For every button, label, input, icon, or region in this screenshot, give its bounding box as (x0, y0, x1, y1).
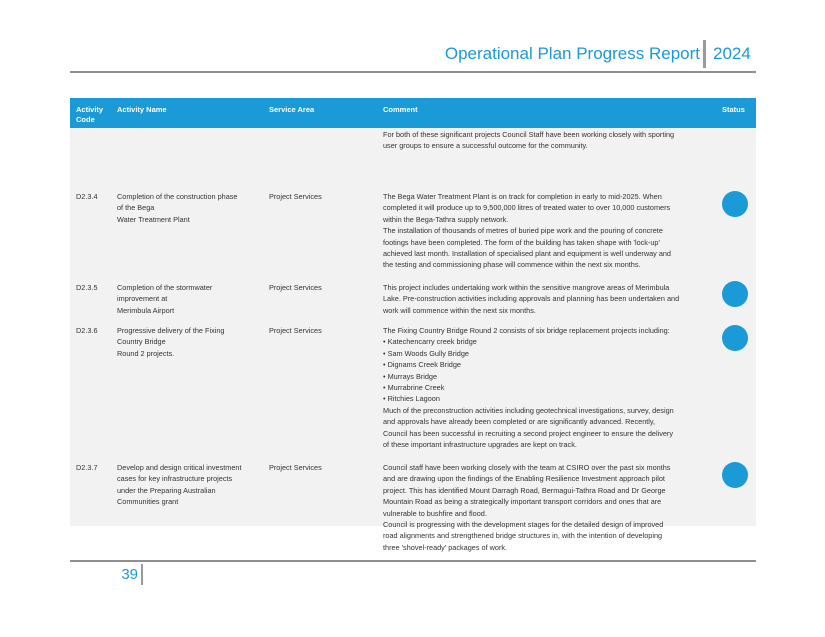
activity-name (117, 191, 262, 225)
comment-line: vulnerable to bushfire and flood. (383, 508, 487, 518)
activity-name (117, 462, 262, 508)
activity-name-line: Round 2 projects. (117, 348, 175, 358)
report-title: Operational Plan Progress Report (444, 44, 700, 63)
activity-name-line: Merimbula Airport (117, 305, 175, 315)
footer-rule (70, 560, 756, 562)
bullet-item: • Sam Woods Gully Bridge (383, 348, 469, 358)
comment-line: Mountain Road as being a strategically important transport corridors and ones that are (383, 497, 662, 507)
comment-line: road alignments and strengthened bridge structures in, with the intention of developing (383, 531, 663, 541)
activity-name (117, 325, 262, 359)
bullet-item: • Murrays Bridge (383, 371, 438, 381)
page-number: 39 (121, 566, 138, 583)
comment-line: The installation of thousands of metres of buried pipe work and the pouring of concrete (383, 226, 663, 236)
activity-name-line: of the Bega (117, 203, 155, 213)
table-header (70, 98, 756, 128)
progress-table (70, 98, 756, 552)
comment-line: Council staff have been working closely with the team at CSIRO over the past six months (383, 463, 671, 472)
column-header-name: Activity Name (117, 105, 167, 114)
status-indicator (722, 191, 748, 217)
service-area: Project Services (269, 283, 322, 292)
comment-line: Council is progressing with the development stages for the detailed design of improved (383, 520, 664, 530)
comment-line: and approvals have already been completed or are significantly advanced. Recently, (383, 417, 656, 427)
comment-line: footings have been completed. The form of the building has taken shape with 'lock-up' (383, 237, 660, 247)
comment-line: achieved last month. Installation of specialised plant and equipment is well underway and (383, 249, 671, 259)
comment-line: user groups to ensure a successful outcome for the community. (383, 141, 588, 151)
activity-name-line: Completion of the construction phase (117, 192, 238, 201)
activity-name-line: Progressive delivery of the Fixing (117, 326, 225, 335)
column-header-area: Service Area (269, 105, 315, 114)
comment-line: three 'shovel-ready' packages of work. (383, 542, 508, 552)
activity-name-line: Country Bridge (117, 337, 166, 347)
bullet-item: • Ritchies Lagoon (383, 394, 440, 404)
activity-name-line: Develop and design critical investment (117, 463, 242, 472)
column-header-status: Status (722, 105, 745, 114)
comment-line: the testing and commissioning phase will commence within the next six months. (383, 260, 641, 270)
service-area: Project Services (269, 463, 322, 472)
column-header-code: Activity Code (76, 105, 104, 124)
comment-line: Council has been successful in recruiting a second project engineer to ensure the delivery (383, 428, 674, 438)
continuation-comment (383, 129, 718, 152)
activity-name-line: Completion of the stormwater (117, 283, 213, 292)
activity-name-line: Communities grant (117, 497, 179, 507)
activity-name-line: under the Preparing Australian (117, 485, 216, 495)
bullet-item: • Dignams Creek Bridge (383, 360, 461, 370)
activity-name-line: Water Treatment Plant (117, 214, 190, 224)
comment-line: Much of the preconstruction activities including geotechnical investigations, survey, design (383, 405, 674, 415)
header-rule (70, 71, 756, 73)
activity-name (117, 282, 262, 316)
comment-line: For both of these significant projects Council Staff have been working closely with sporting (383, 130, 675, 139)
comment-line: completed it will produce up to 9,500,000 litres of treated water to over 10,000 customers (383, 203, 671, 213)
status-indicator (722, 281, 748, 307)
service-area: Project Services (269, 192, 322, 201)
comment (383, 191, 718, 271)
activity-name-line: cases for key infrastructure projects (117, 474, 233, 484)
activity-code: D2.3.5 (76, 283, 98, 292)
comment (383, 462, 718, 553)
activity-code: D2.3.4 (76, 192, 98, 201)
comment (383, 282, 718, 316)
status-indicator (722, 462, 748, 488)
column-header-comment: Comment (383, 105, 418, 114)
activity-code: D2.3.7 (76, 463, 98, 472)
comment-line: The Fixing Country Bridge Round 2 consists of six bridge replacement projects including: (383, 326, 670, 335)
comment-line: work will commence within the next six months. (383, 305, 536, 315)
comment-line: and are drawing upon the findings of the Enabling Resilience Investment approach pilot (383, 474, 665, 484)
comment-line: This project includes undertaking work within the sensitive mangrove areas of Merimbula (383, 283, 670, 292)
bullet-item: • Murrabrine Creek (383, 383, 445, 393)
header-divider (703, 40, 706, 68)
comment-line: of these important infrastructure upgrades are kept on track. (383, 440, 577, 450)
bullet-item: • Katechencarry creek bridge (383, 337, 477, 347)
footer-divider (141, 564, 143, 585)
activity-name-line: improvement at (117, 294, 168, 304)
table-body (70, 128, 756, 552)
status-indicator (722, 325, 748, 351)
report-year: 2024 (713, 44, 751, 63)
activity-code: D2.3.6 (76, 326, 98, 335)
comment (383, 325, 718, 450)
service-area: Project Services (269, 326, 322, 335)
comment-line: The Bega Water Treatment Plant is on track for completion in early to mid-2025. When (383, 192, 662, 201)
comment-line: within the Bega-Tathra supply network. (383, 214, 509, 224)
comment-line: Lake. Pre-construction activities including approvals and planning has been undertaken and (383, 294, 680, 304)
comment-line: project. This has identified Mount Darragh Road, Bermagui-Tathra Road and Dr George (383, 485, 666, 495)
